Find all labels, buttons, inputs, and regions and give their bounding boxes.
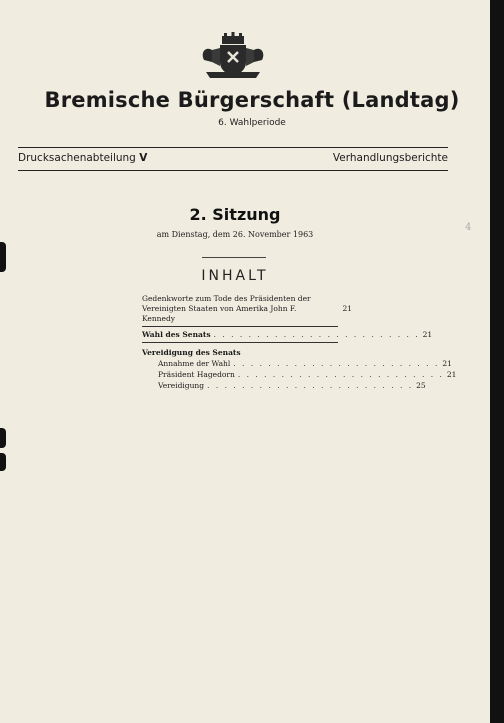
toc-dot-leader: . . . . . . . . . . . . . . . . . . . . . . . . xyxy=(207,381,414,390)
punch-mark-2 xyxy=(0,428,6,448)
session-title: 2. Sitzung xyxy=(189,205,281,224)
header-rule-bottom xyxy=(18,170,448,171)
divider-rule xyxy=(202,257,266,258)
legislative-period: 6. Wahlperiode xyxy=(218,118,286,128)
toc-entry-page: 25 xyxy=(416,381,426,390)
toc-entry-wahl xyxy=(142,329,433,340)
toc-group-title: Vereidigung des Senats xyxy=(142,348,241,357)
toc-dot-leader: . . . . . . . . . . . . . . . . . . . . . . . . xyxy=(213,330,420,339)
toc-intro-text: Gedenkworte zum Tode des Präsidenten der Vereinigten Staaten von Amerika John F. Kennedy xyxy=(142,294,311,323)
toc-entry xyxy=(142,369,457,380)
toc-entry-label: Wahl des Senats xyxy=(142,330,211,339)
punch-mark-3 xyxy=(0,453,6,471)
toc-separator xyxy=(142,342,338,343)
toc-entry-label: Präsident Hagedorn xyxy=(158,370,235,379)
toc-dot-leader: . . . . . . . . . . . . . . . . . . . . . . . . xyxy=(237,370,444,379)
document-title: Bremische Bürgerschaft (Landtag) xyxy=(44,88,460,112)
toc-entry-label: Vereidigung xyxy=(158,381,205,390)
toc-separator xyxy=(142,326,338,327)
bremen-coat-of-arms-icon xyxy=(198,32,268,80)
toc-entry-page: 21 xyxy=(422,330,433,339)
toc-heading: INHALT xyxy=(201,268,269,284)
section-right-label: Verhandlungsberichte xyxy=(332,152,448,164)
session-date: am Dienstag, dem 26. November 1963 xyxy=(156,230,314,239)
section-name: Drucksachenabteilung xyxy=(18,152,136,164)
toc-entry-page: 21 xyxy=(442,359,452,368)
toc-dot-leader: . . . . . . . . . . . . . . . . . . . . . . . . xyxy=(233,359,440,368)
toc-entry-label: Annahme der Wahl xyxy=(158,359,231,368)
section-volume: V xyxy=(139,152,148,164)
pencil-margin-note: 4 xyxy=(465,222,472,233)
toc-intro-entry xyxy=(142,294,352,324)
section-label xyxy=(18,152,147,164)
toc-entry xyxy=(142,380,426,391)
toc-entry xyxy=(142,358,452,369)
header-rule-top xyxy=(18,147,448,148)
toc-entry-page: 21 xyxy=(446,370,457,379)
table-of-contents xyxy=(142,294,457,391)
toc-intro-page: 21 xyxy=(342,304,352,313)
